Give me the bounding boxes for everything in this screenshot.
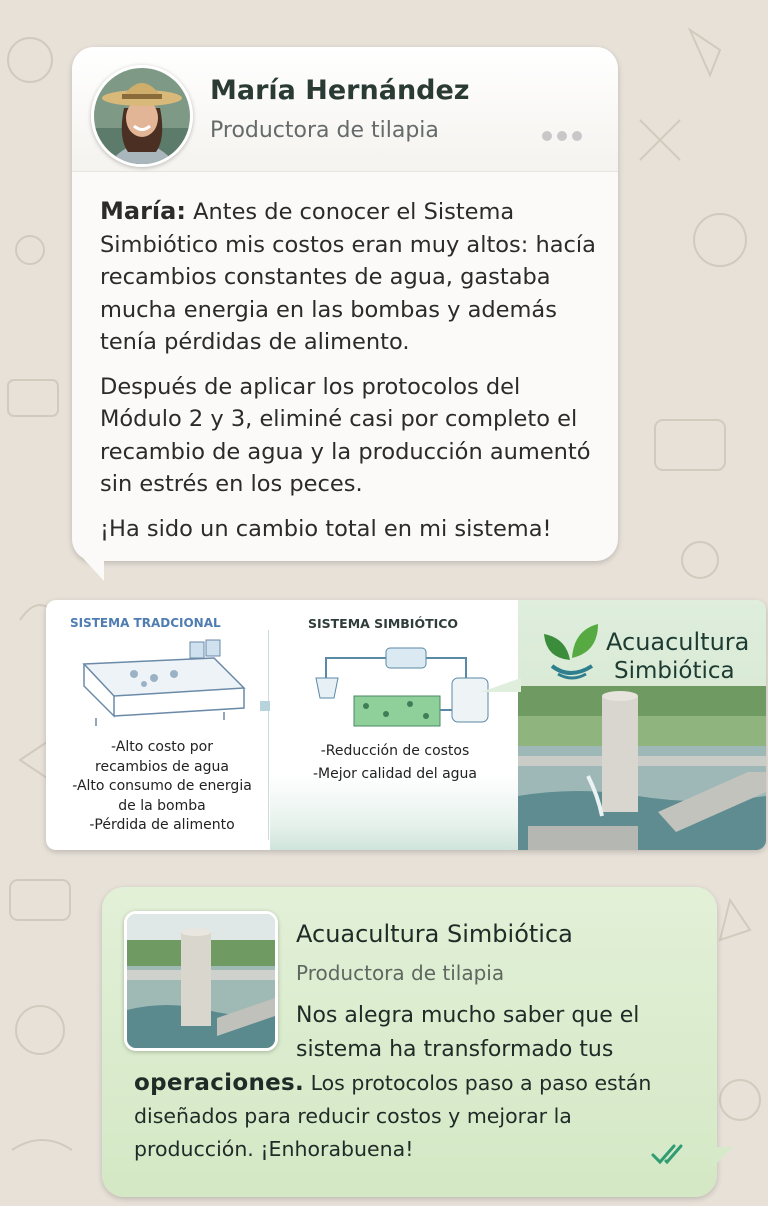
avatar[interactable] bbox=[91, 65, 193, 167]
symbiotic-point: -Mejor calidad del agua bbox=[312, 766, 478, 782]
message-paragraph: ¡Ha sido un cambio total en mi sistema! bbox=[100, 515, 552, 542]
message-header bbox=[72, 47, 618, 172]
brand-name-line1: Acuacultura bbox=[606, 628, 750, 656]
message-paragraph: Después de aplicar los protocolos del Módulo 2 y 3, eliminé casi por completo el recambio de agua y la producción aumentó sin estrés en los peces. bbox=[100, 373, 591, 497]
message-text-part1: Nos alegra mucho saber que el sistema ha transformado tus bbox=[296, 1003, 640, 1062]
message-paragraph bbox=[100, 195, 600, 359]
message-body bbox=[100, 195, 600, 557]
sender-role: Productora de tilapia bbox=[296, 961, 505, 985]
bubble-tail bbox=[82, 557, 104, 581]
traditional-point: -Alto costo por recambios de agua bbox=[95, 739, 229, 775]
infographic-card[interactable] bbox=[46, 600, 766, 850]
traditional-points bbox=[66, 738, 258, 836]
woman-portrait-icon bbox=[94, 68, 190, 164]
message-text: Los protocolos paso a paso están diseñados para reducir costos y mejorar la producción. ¡Enhorabuena! bbox=[134, 1071, 652, 1161]
bubble-tail bbox=[711, 1147, 733, 1169]
highlight-word: operaciones. bbox=[134, 1070, 305, 1096]
sender-role: Productora de tilapia bbox=[210, 118, 439, 143]
brand-name-line2: Simbiótica bbox=[614, 658, 735, 684]
more-dots-icon[interactable] bbox=[542, 131, 582, 141]
traditional-system-column bbox=[46, 600, 268, 850]
aquaculture-tank-photo bbox=[518, 686, 766, 850]
brand-bubble-tail bbox=[481, 678, 521, 692]
sender-name: Acuacultura Simbiótica bbox=[296, 920, 573, 948]
sender-name: María Hernández bbox=[210, 75, 470, 106]
leaf-logo-icon bbox=[538, 620, 602, 684]
traditional-tank-sketch-icon bbox=[74, 634, 254, 730]
outgoing-message-bubble bbox=[102, 887, 717, 1197]
sender-thumbnail[interactable] bbox=[124, 911, 278, 1051]
aquaculture-photo-panel bbox=[518, 600, 766, 850]
speaker-label: María: bbox=[100, 197, 186, 225]
message-text-part2 bbox=[134, 1067, 694, 1166]
brand-logo bbox=[538, 620, 766, 700]
symbiotic-system-column bbox=[270, 600, 520, 850]
traditional-point: -Pérdida de alimento bbox=[89, 817, 235, 833]
paragraph-text: Antes de conocer el Sistema Simbiótico mis costos eran muy altos: hacía recambios constantes de agua, gastaba mucha energia en las bombas y además tenía pérdidas de alimento. bbox=[100, 199, 596, 355]
incoming-message-bubble bbox=[72, 47, 618, 561]
double-check-icon bbox=[650, 1143, 690, 1165]
symbiotic-points bbox=[270, 740, 520, 786]
column-divider bbox=[268, 630, 269, 840]
traditional-point: -Alto consumo de energia de la bomba bbox=[72, 778, 252, 814]
symbiotic-title: SISTEMA SIMBIÓTICO bbox=[308, 616, 459, 631]
aquaculture-thumbnail-photo bbox=[127, 914, 275, 1048]
symbiotic-system-sketch-icon bbox=[306, 638, 496, 734]
traditional-title: SISTEMA TRADCIONAL bbox=[70, 616, 221, 630]
symbiotic-point: -Reducción de costos bbox=[320, 743, 470, 759]
